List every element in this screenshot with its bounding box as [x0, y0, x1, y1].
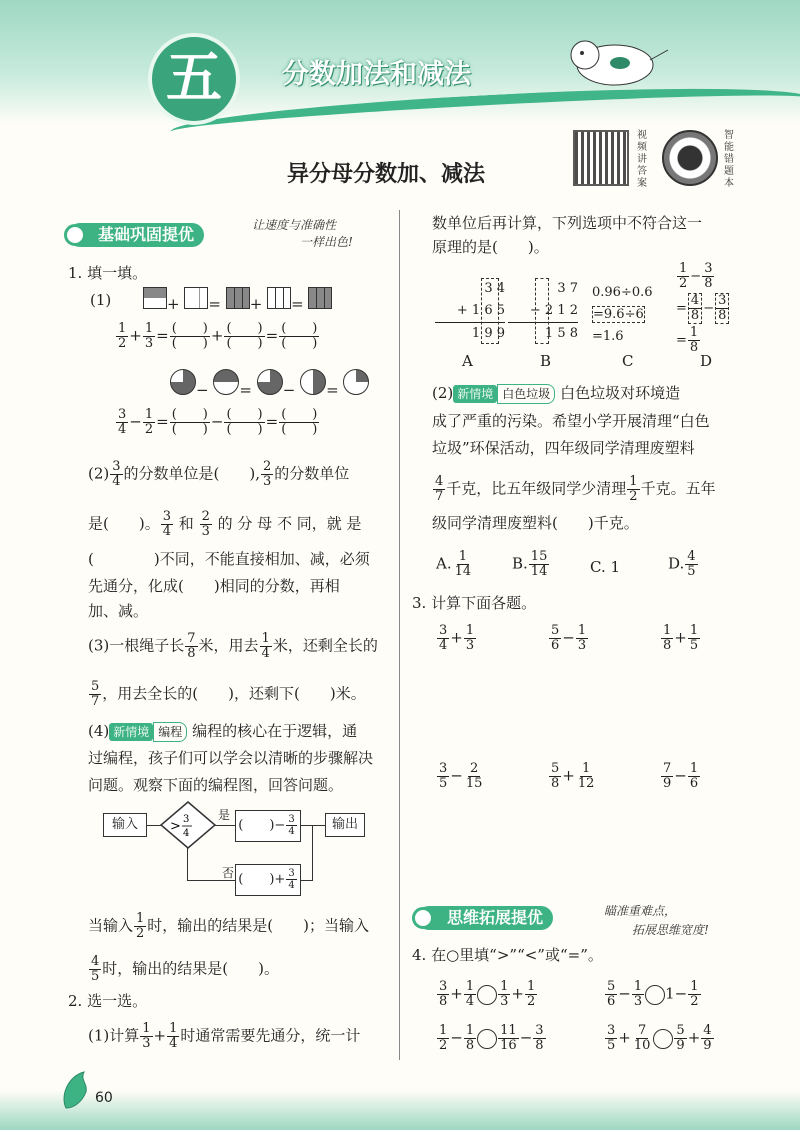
slogan-line3: 瞄准重难点， [604, 904, 677, 918]
compare-circle-2[interactable] [645, 985, 665, 1005]
flow-arrow-out [301, 825, 325, 826]
q1-2-line4: 先通分，化成( )相同的分数，再相 [88, 577, 340, 595]
compare-circle-4[interactable] [653, 1029, 673, 1049]
q1-1-label: (1) [90, 291, 112, 309]
white-garbage-tag: 白色垃圾 [497, 384, 555, 404]
option-a-vertical-add: 3 4 + 1 6 5 1 9 9 [435, 278, 505, 345]
q1-4-line2: 过编程，孩子们可以学会以清晰的步骤解决 [88, 749, 374, 767]
q2-2-line4: $\frac{4}{7}$ 千克，比五年级同学少清理 $\frac{1}{2}$ 千克。五年 [435, 474, 716, 504]
compare-2: $\frac{5}{6}$ − $\frac{1}{3}$ 1− $\frac{1}{2}$ [607, 979, 699, 1009]
flow-minus-box: ( )− $\frac{3}{4}$ [235, 810, 301, 842]
option-a-label: A [462, 352, 473, 370]
flow-plus-box: ( )+ $\frac{3}{4}$ [235, 864, 301, 896]
qr-code-errors[interactable] [662, 130, 718, 186]
option-a-dashed-box [481, 278, 499, 344]
q1-3-line2: $\frac{5}{7}$ ，用去全长的( )，还剩下( )米。 [91, 679, 366, 709]
option-b-dashed-box [535, 278, 549, 344]
unit-number-badge: 五 [148, 33, 240, 125]
calc-2: $\frac{5}{6}$ − $\frac{1}{3}$ [551, 623, 587, 653]
slogan-line2: 一样出色! [300, 235, 353, 249]
page-number: 60 [95, 1090, 113, 1106]
q2-1-line2: 数单位后再计算，下列选项中不符合这一 [432, 214, 703, 232]
qr-caption-errors: 智能错题本 [724, 130, 734, 189]
q1-4-line1: (4) 新情境 编程 编程的核心在于逻辑，通 [88, 722, 358, 740]
ufo-icon [412, 907, 434, 929]
section-basic-title: 基础巩固提优 [68, 223, 204, 247]
svg-text:4: 4 [183, 828, 190, 839]
compare-3: $\frac{1}{2}$ − $\frac{1}{8}$ $\frac{11}{16}$ − $\frac{3}{8}$ [439, 1023, 544, 1053]
programming-tag: 编程 [153, 722, 187, 742]
answer-choice-c[interactable]: C. 1 [590, 558, 621, 576]
flow-arrow-yes [215, 825, 235, 826]
footer-wave [0, 1090, 800, 1130]
dolphin-icon [58, 1068, 94, 1112]
question-2-heading: 2. 选一选。 [68, 992, 148, 1010]
new-context-tag-2: 新情境 [453, 385, 497, 403]
calc-5: $\frac{5}{8}$ + $\frac{1}{12}$ [551, 761, 595, 791]
option-c-division: 0.96÷0.6 =9.6÷6 =1.6 [592, 285, 653, 344]
slogan-line1: 让速度与准确性 [252, 218, 337, 232]
option-c-label: C [622, 352, 634, 370]
q2-2-line5: 级同学清理废塑料( )千克。 [432, 514, 639, 532]
svg-text:3: 3 [183, 814, 190, 825]
q2-2-line3: 垃圾”环保活动，四年级同学清理废塑料 [432, 439, 695, 457]
q1-4-answer-line1: 当输入 $\frac{1}{2}$ 时，输出的结果是( )；当输入 [88, 911, 370, 941]
compare-circle-3[interactable] [477, 1029, 497, 1049]
target-icon [64, 224, 86, 246]
q2-2-line2: 成了严重的污染。希望小学开展清理“白色 [432, 412, 710, 430]
q1-3-line1: (3)一根绳子长 $\frac{7}{8}$ 米，用去 $\frac{1}{4}$ 米，还剩全长的 [88, 631, 378, 661]
q1-1-equation-add: $\frac{1}{2}$ + $\frac{1}{3}$ = $\frac{( )}{( )}$ + $\frac{( )}{( )}$ = $\frac{( )}{( )}$ [118, 321, 318, 351]
new-context-tag: 新情境 [109, 723, 153, 741]
lesson-title: 异分母分数加、减法 [287, 162, 486, 187]
option-d-label: D [700, 352, 713, 370]
q1-2-line5: 加、减。 [88, 602, 149, 620]
q1-1-equation-sub: $\frac{3}{4}$ − $\frac{1}{2}$ = $\frac{( )}{( )}$ − $\frac{( )}{( )}$ = $\frac{( )}{( )}$ [118, 407, 318, 437]
flow-output-box: 输出 [325, 813, 365, 837]
calc-1: $\frac{3}{4}$ + $\frac{1}{3}$ [439, 623, 475, 653]
calc-6: $\frac{7}{9}$ − $\frac{1}{6}$ [663, 761, 699, 791]
answer-choice-d[interactable]: D. $\frac{4}{5}$ [668, 549, 696, 579]
qr-caption-video: 视频讲答案 [637, 130, 647, 189]
compare-4: $\frac{3}{5}$ + $\frac{7}{10}$ $\frac{5}{9}$ + $\frac{4}{9}$ [607, 1023, 712, 1053]
calc-4: $\frac{3}{5}$ − $\frac{2}{15}$ [439, 761, 483, 791]
flow-decision-diamond [160, 801, 216, 849]
q1-2-line1: (2) $\frac{3}{4}$ 的分数单位是( ), $\frac{2}{3}$ 的分数单位 [88, 459, 350, 489]
answer-choice-a[interactable]: A. $\frac{1}{14}$ [436, 549, 472, 579]
column-divider [399, 210, 400, 1060]
q1-2-line3: ( )不同，不能直接相加、减，必须 [88, 550, 370, 568]
question-1-heading: 1. 填一填。 [68, 264, 148, 282]
svg-text:>: > [170, 819, 181, 834]
q1-4-line3: 问题。观察下面的编程图，回答问题。 [88, 776, 344, 794]
compare-circle-1[interactable] [477, 985, 497, 1005]
q2-2-line1: (2) 新情境 白色垃圾 白色垃圾对环境造 [432, 384, 681, 402]
option-d-fractions: $\frac{1}{2}$ − $\frac{3}{8}$ = $\frac{4}{8}$ − $\frac{3}{8}$ = $\frac{1}{8}$ [676, 262, 730, 355]
qr-code-video[interactable] [573, 130, 629, 186]
compare-1: $\frac{3}{8}$ + $\frac{1}{4}$ $\frac{1}{3}$ + $\frac{1}{2}$ [439, 979, 536, 1009]
q2-1-line1: (1)计算 $\frac{1}{3}$ + $\frac{1}{4}$ 时通常需要先通分，统一计 [88, 1021, 361, 1051]
option-b-vertical-sub: 3 7 − 2 1 2 1 5 8 [508, 278, 578, 345]
flow-yes-label: 是 [218, 808, 231, 822]
q1-2-line2: 是( )。 $\frac{3}{4}$ 和 $\frac{2}{3}$ 的 分 母 不 同，就 是 [88, 509, 362, 539]
flow-no-label: 否 [222, 866, 235, 880]
answer-choice-b[interactable]: B. $\frac{15}{14}$ [512, 549, 548, 579]
shaded-circles-row: − = − = [170, 369, 369, 401]
section-extension-title: 思维拓展提优 [417, 906, 553, 930]
option-b-label: B [540, 352, 552, 370]
unit-title: 分数加法和减法 [282, 59, 471, 90]
dog-illustration [560, 25, 670, 95]
slogan-line4: 拓展思维宽度! [632, 923, 709, 937]
question-4-heading: 4. 在○里填“>”“<”或“=”。 [412, 946, 603, 964]
question-3-heading: 3. 计算下面各题。 [412, 594, 537, 612]
flow-input-box: 输入 [103, 813, 147, 837]
flow-arrow-no-down [187, 847, 188, 880]
q1-4-answer-line2: $\frac{4}{5}$ 时，输出的结果是( )。 [91, 954, 279, 984]
calc-3: $\frac{1}{8}$ + $\frac{1}{5}$ [663, 623, 699, 653]
flow-arrow-merge [312, 825, 313, 881]
q2-1-line3: 原理的是( )。 [432, 238, 549, 256]
shaded-rectangles-row: + = + = [143, 287, 332, 315]
